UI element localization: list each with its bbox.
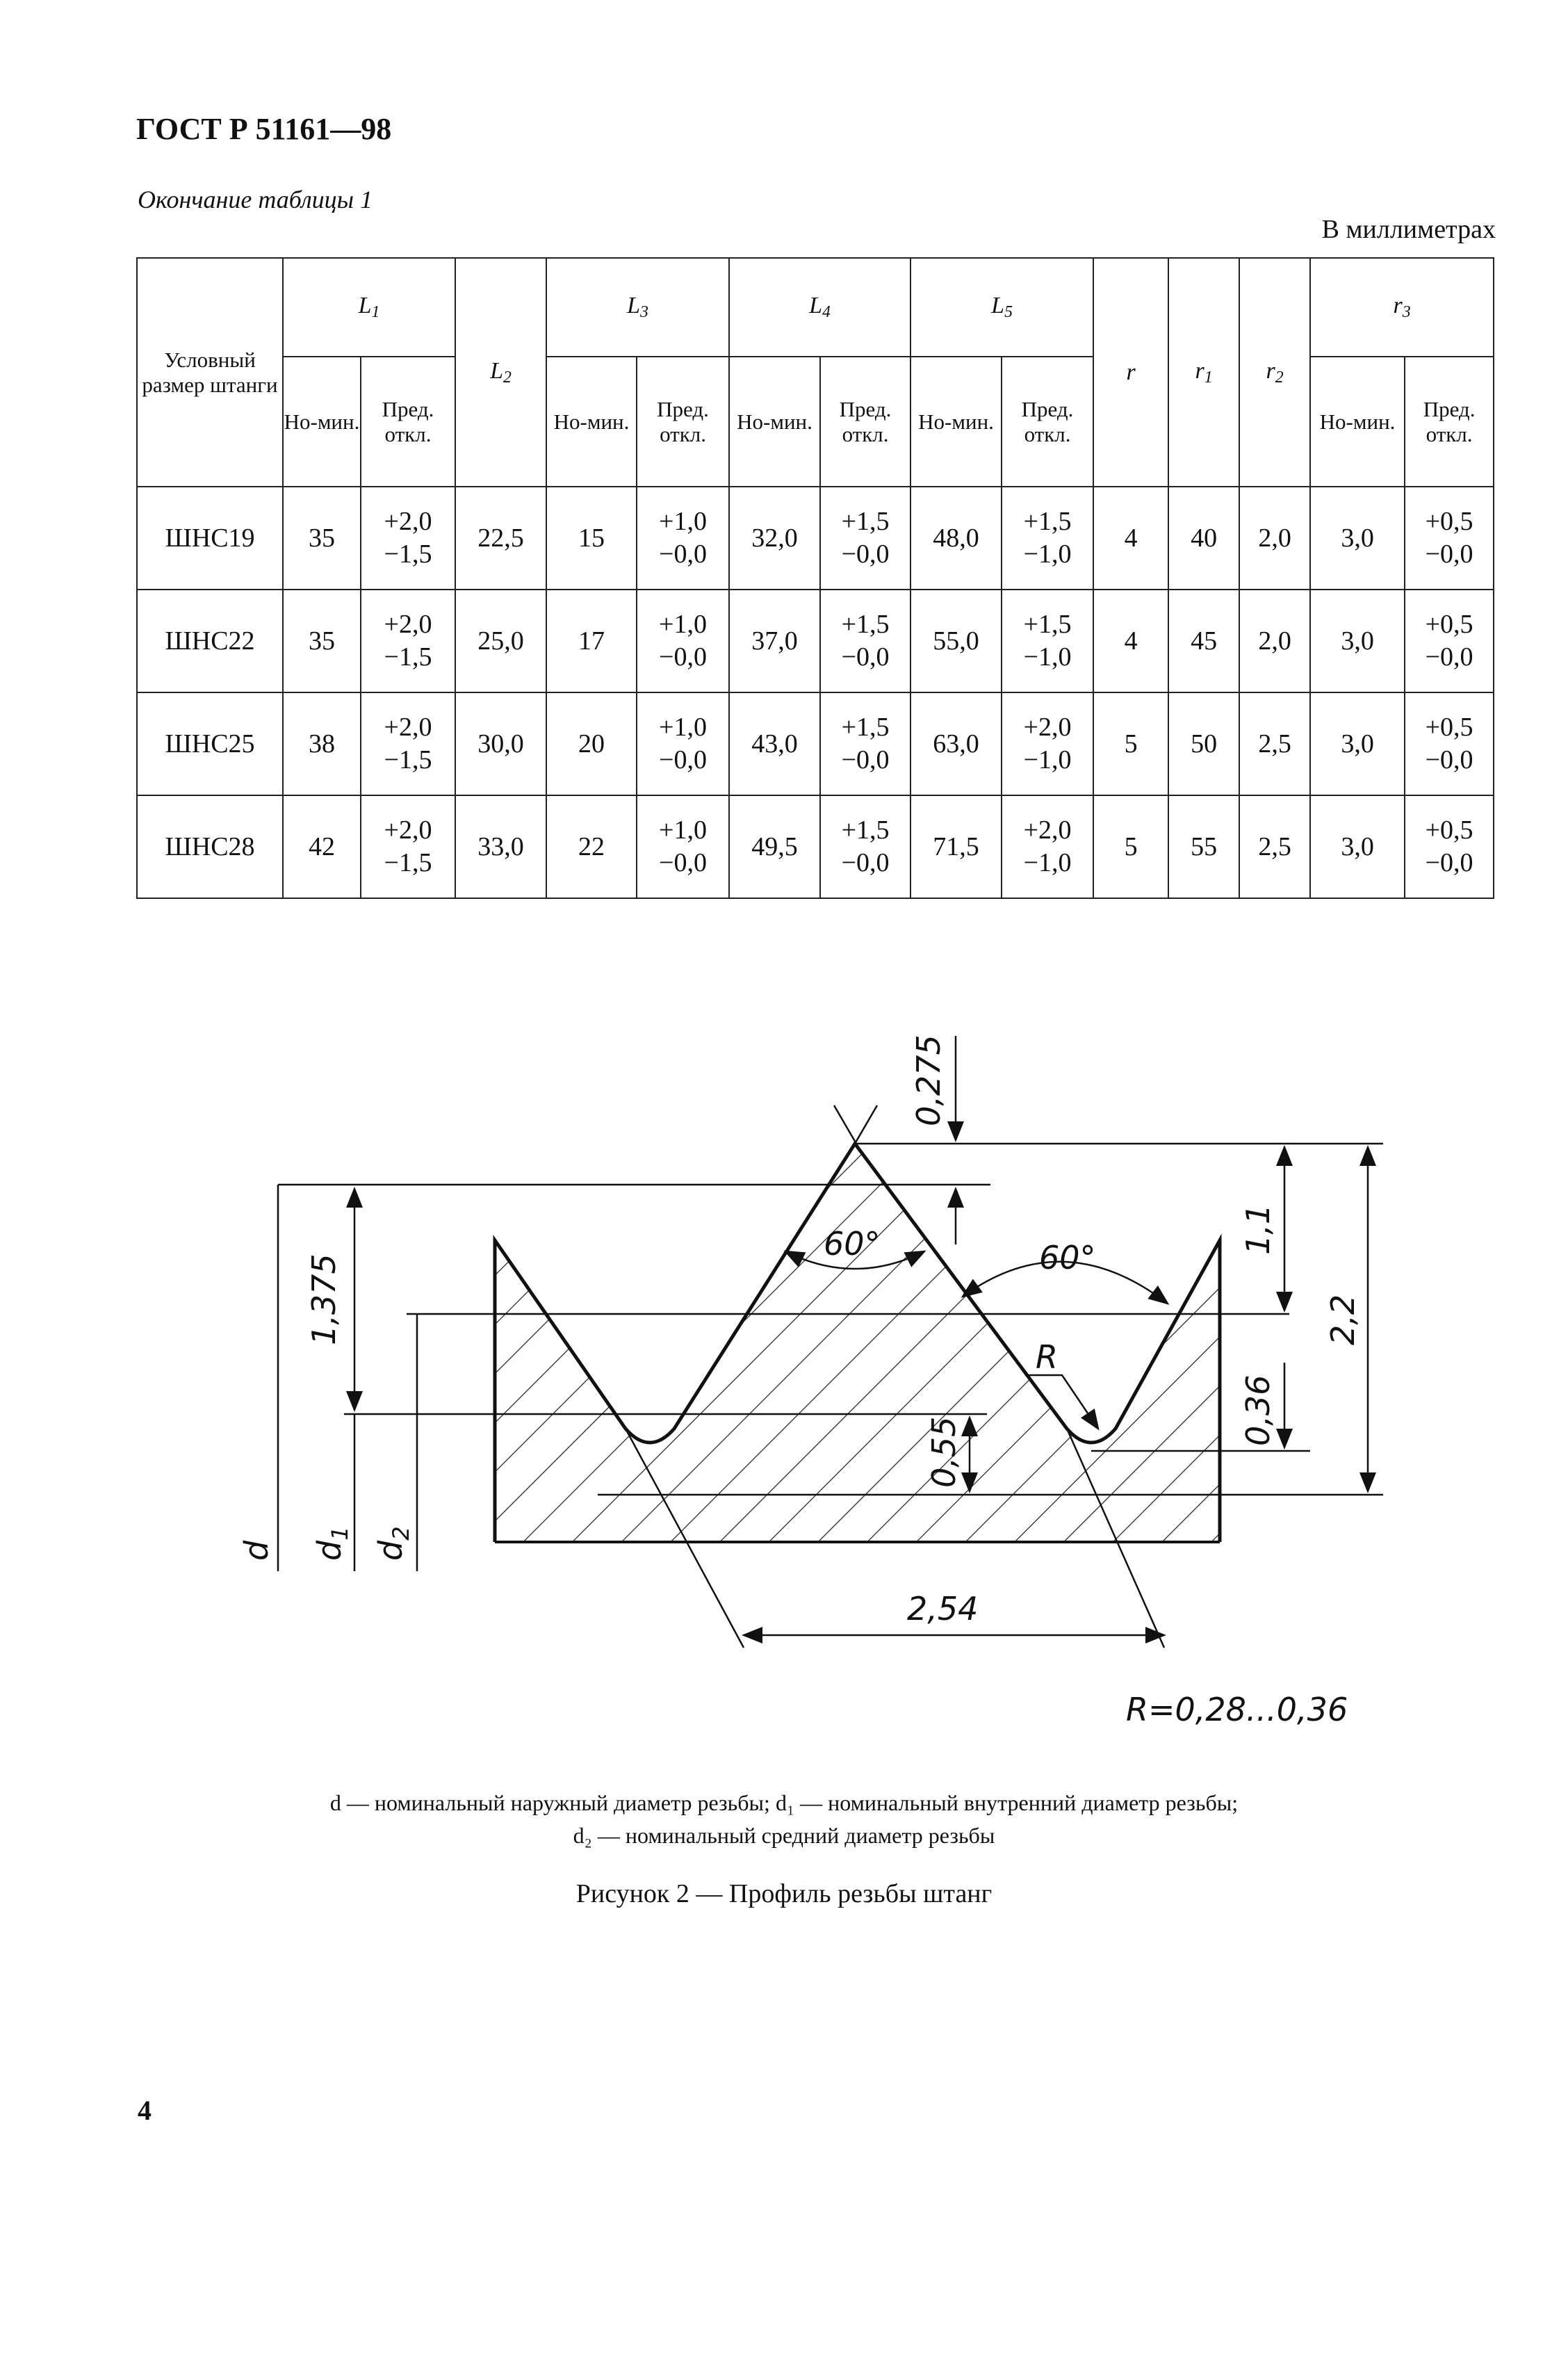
units-label: В миллиметрах <box>1321 215 1496 244</box>
cell-L4-nom: 43,0 <box>729 692 820 795</box>
cell-r1: 45 <box>1168 590 1239 692</box>
thread-section-hatch <box>495 1144 1220 1542</box>
cell-r2: 2,0 <box>1239 590 1310 692</box>
dim-text-angle-inner: 60° <box>824 1225 881 1263</box>
header-size: Условный размер штанги <box>137 258 283 487</box>
cell-L4-nom: 32,0 <box>729 487 820 590</box>
header-deviation: Пред. откл. <box>637 357 729 487</box>
cell-r: 4 <box>1093 487 1168 590</box>
header-nominal: Но-мин. <box>546 357 637 487</box>
cell-size: ШНС19 <box>137 487 283 590</box>
header-nominal: Но-мин. <box>729 357 820 487</box>
dim-text-1375: 1,375 <box>305 1253 343 1345</box>
header-L1: L1 <box>283 258 455 357</box>
header-r1: r1 <box>1168 258 1239 487</box>
cell-L5-nom: 63,0 <box>910 692 1002 795</box>
dim-text-d2: $d_2$ <box>372 1526 414 1561</box>
cell-r3-dev: +0,5 −0,0 <box>1405 590 1494 692</box>
header-nominal: Но-мин. <box>283 357 361 487</box>
cell-L4-dev: +1,5 −0,0 <box>820 487 910 590</box>
cell-L4-nom: 37,0 <box>729 590 820 692</box>
cell-r1: 40 <box>1168 487 1239 590</box>
header-L2: L2 <box>455 258 546 487</box>
cell-L3-nom: 20 <box>546 692 637 795</box>
cell-L5-dev: +1,5 −1,0 <box>1002 487 1093 590</box>
cell-r3-nom: 3,0 <box>1310 590 1405 692</box>
header-L5: L5 <box>910 258 1093 357</box>
cell-L2: 33,0 <box>455 795 546 898</box>
cell-L4-nom: 49,5 <box>729 795 820 898</box>
cell-r: 4 <box>1093 590 1168 692</box>
cell-r2: 2,5 <box>1239 795 1310 898</box>
cell-r3-dev: +0,5 −0,0 <box>1405 487 1494 590</box>
dim-text-angle-outer: 60° <box>1039 1239 1096 1276</box>
cell-size: ШНС28 <box>137 795 283 898</box>
cell-L3-nom: 22 <box>546 795 637 898</box>
header-L4: L4 <box>729 258 910 357</box>
cell-r: 5 <box>1093 795 1168 898</box>
cell-size: ШНС25 <box>137 692 283 795</box>
cell-L5-dev: +2,0 −1,0 <box>1002 692 1093 795</box>
cell-L3-nom: 15 <box>546 487 637 590</box>
header-L3: L3 <box>546 258 729 357</box>
dim-text-d: d <box>238 1540 275 1561</box>
cell-r3-nom: 3,0 <box>1310 795 1405 898</box>
dim-text-11: 1,1 <box>1239 1203 1277 1255</box>
dim-text-d1: $d_1$ <box>311 1526 353 1561</box>
cell-L2: 30,0 <box>455 692 546 795</box>
cell-L5-nom: 55,0 <box>910 590 1002 692</box>
page-number: 4 <box>138 2095 152 2126</box>
dim-text-pitch: 2,54 <box>907 1590 979 1628</box>
cell-L3-nom: 17 <box>546 590 637 692</box>
dim-text-0275: 0,275 <box>910 1034 947 1126</box>
header-deviation: Пред. откл. <box>361 357 455 487</box>
cell-r: 5 <box>1093 692 1168 795</box>
cell-r2: 2,5 <box>1239 692 1310 795</box>
dim-text-R: R <box>1036 1338 1058 1376</box>
cell-L1-dev: +2,0 −1,5 <box>361 487 455 590</box>
figure-title: Рисунок 2 — Профиль резьбы штанг <box>575 1879 993 1908</box>
cell-size: ШНС22 <box>137 590 283 692</box>
cell-L3-dev: +1,0 −0,0 <box>637 795 729 898</box>
cell-L1-nom: 42 <box>283 795 361 898</box>
dim-text-radius-range: R=0,28...0,36 <box>1126 1691 1348 1728</box>
dim-text-055: 0,55 <box>925 1416 963 1488</box>
cell-L1-dev: +2,0 −1,5 <box>361 692 455 795</box>
cell-L5-nom: 71,5 <box>910 795 1002 898</box>
document-code: ГОСТ Р 51161—98 <box>136 112 392 146</box>
cell-L5-dev: +1,5 −1,0 <box>1002 590 1093 692</box>
header-deviation: Пред. откл. <box>1405 357 1494 487</box>
cell-L1-nom: 38 <box>283 692 361 795</box>
cell-r3-dev: +0,5 −0,0 <box>1405 692 1494 795</box>
header-deviation: Пред. откл. <box>820 357 910 487</box>
cell-L4-dev: +1,5 −0,0 <box>820 795 910 898</box>
dim-text-22: 2,2 <box>1324 1294 1362 1345</box>
cell-L5-nom: 48,0 <box>910 487 1002 590</box>
cell-r3-nom: 3,0 <box>1310 487 1405 590</box>
cell-L1-nom: 35 <box>283 487 361 590</box>
cell-L2: 22,5 <box>455 487 546 590</box>
cell-L1-dev: +2,0 −1,5 <box>361 795 455 898</box>
dim-text-036: 0,36 <box>1239 1374 1277 1446</box>
figure-legend-line-1: d — номинальный наружный диаметр резьбы; d₁ — номинальный внутренний диаметр резьбы; <box>329 1790 1239 1815</box>
header-r2: r2 <box>1239 258 1310 487</box>
cell-L1-nom: 35 <box>283 590 361 692</box>
cell-r3-nom: 3,0 <box>1310 692 1405 795</box>
cell-r1: 50 <box>1168 692 1239 795</box>
header-r: r <box>1093 258 1168 487</box>
figure-legend-line-2: d₂ — номинальный средний диаметр резьбы <box>573 1823 995 1848</box>
construction-line <box>855 1105 877 1144</box>
header-nominal: Но-мин. <box>1310 357 1405 487</box>
table-continuation-caption: Окончание таблицы 1 <box>138 186 373 213</box>
header-r3: r3 <box>1310 258 1494 357</box>
cell-r1: 55 <box>1168 795 1239 898</box>
cell-L3-dev: +1,0 −0,0 <box>637 487 729 590</box>
cell-L1-dev: +2,0 −1,5 <box>361 590 455 692</box>
cell-r3-dev: +0,5 −0,0 <box>1405 795 1494 898</box>
cell-L2: 25,0 <box>455 590 546 692</box>
cell-L3-dev: +1,0 −0,0 <box>637 590 729 692</box>
header-nominal: Но-мин. <box>910 357 1002 487</box>
cell-L5-dev: +2,0 −1,0 <box>1002 795 1093 898</box>
construction-line <box>834 1105 856 1144</box>
cell-L3-dev: +1,0 −0,0 <box>637 692 729 795</box>
cell-L4-dev: +1,5 −0,0 <box>820 590 910 692</box>
header-deviation: Пред. откл. <box>1002 357 1093 487</box>
cell-r2: 2,0 <box>1239 487 1310 590</box>
cell-L4-dev: +1,5 −0,0 <box>820 692 910 795</box>
